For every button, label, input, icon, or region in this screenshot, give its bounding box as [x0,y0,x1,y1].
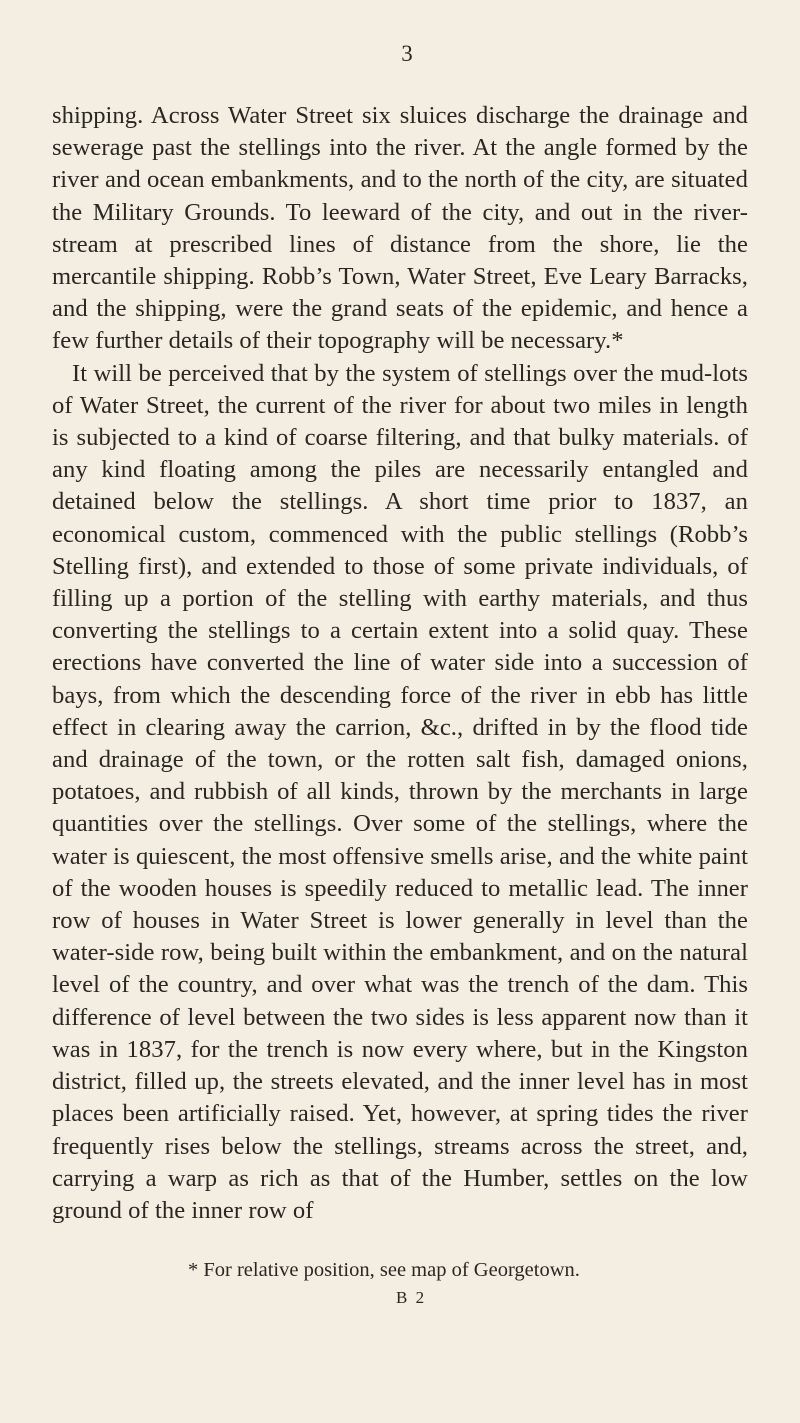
signature-mark: B 2 [396,1288,427,1308]
page-number: 3 [401,41,413,66]
body-text [52,100,748,1227]
footnote: * For relative position, see map of Georgetown. [188,1259,580,1282]
paragraph-1: shipping. Across Water Street six sluices discharge the drainage and sewerage past the stellings into the river. At the angle formed by the river and ocean embankments, and to the north of the city, are situated the Military Grounds. To leeward of the city, and out in the river-stream at prescribed lines of distance from the shore, lie the mercantile shipping. Robb’s Town, Water Street, Eve Leary Barracks, and the shipping, were the grand seats of the epidemic, and hence a few further details of their topography will be necessary.* [52,102,748,355]
paragraph-2: It will be perceived that by the system of stellings over the mud-lots of Water Street, the current of the river for about two miles in length is subjected to a kind of coarse filtering, and that bulky materials. of any kind floating among the piles are necessarily entangled and detained below the stellings. A short time prior to 1837, an economical custom, commenced with the public stellings (Robb’s Stelling first), and extended to those of some private individuals, of filling up a portion of the stelling with earthy materials, and thus converting the stellings to a certain extent into a solid quay. These erections have converted the line of water side into a succession of bays, from which the descending force of the river in ebb has little effect in clearing away the carrion, &c., drifted in by the flood tide and drainage of the town, or the rotten salt fish, damaged onions, potatoes, and rubbish of all kinds, thrown by the merchants in large quantities over the stellings. Over some of the stellings, where the water is quiescent, the most offensive smells arise, and the white paint of the wooden houses is speedily reduced to metallic lead. The inner row of houses in Water Street is lower generally in level than the water-side row, being built within the embankment, and on the natural level of the country, and over what was the trench of the dam. This difference of level between the two sides is less apparent now than it was in 1837, for the trench is now every where, but in the Kingston district, filled up, the streets elevated, and the inner level has in most places been artificially raised. Yet, however, at spring tides the river frequently rises below the stellings, streams across the street, and, carrying a warp as rich as that of the Humber, settles on the low ground of the inner row of [52,359,748,1224]
